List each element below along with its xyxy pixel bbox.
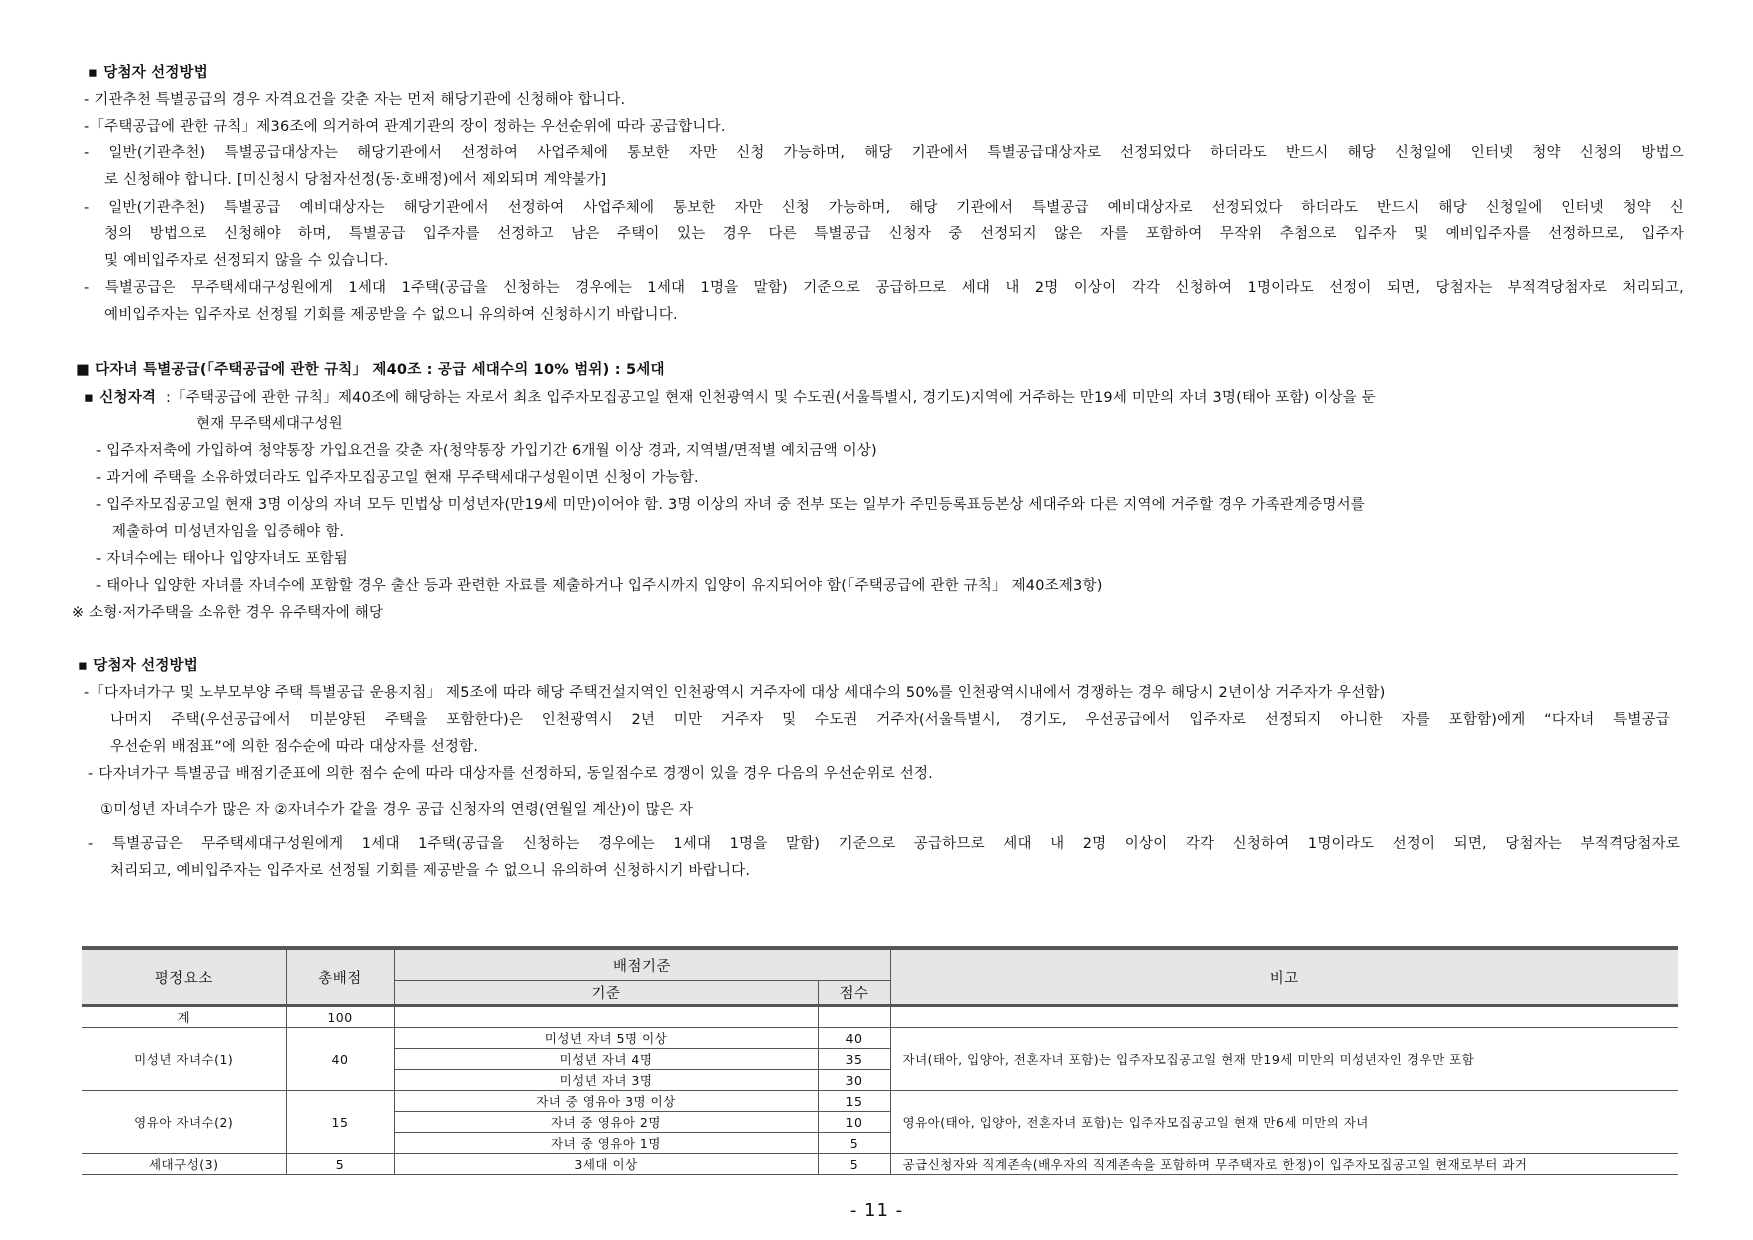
section2-line: - 자녀수에는 태아나 입양자녀도 포함됨 [96,551,348,567]
section2-line: 제출하여 미성년자임을 입증해야 함. [112,524,345,540]
section1-line: 로 신청해야 합니다. [미신청시 당첨자선정(동·호배정)에서 제외되며 계약불가] [104,172,607,188]
header-score: 점수 [818,981,890,1006]
score-cell: 5 [818,1133,890,1154]
header-basis: 기준 [394,981,818,1006]
section2-line: - 태아나 입양한 자녀를 자녀수에 포함할 경우 출산 등과 관련한 자료를 제출하거나 입주시까지 입양이 유지되어야 함(「주택공급에 관한 규칙」 제40조제3항) [96,578,1103,594]
total-cell: 5 [286,1154,394,1175]
score-table [82,946,1678,1175]
section3-line: 처리되고, 예비입주자는 입주자로 선정될 기회를 제공받을 수 없으니 유의하여 신청하시기 바랍니다. [110,863,751,879]
table-row [82,1154,1678,1175]
section1-line: -「주택공급에 관한 규칙」제36조에 의거하여 관계기관의 장이 정하는 우선순위에 따라 공급합니다. [84,119,726,135]
section2-note: ※ 소형·저가주택을 소유한 경우 유주택자에 해당 [72,605,384,621]
section1-line: - 일반(기관추천) 특별공급 예비대상자는 해당기관에서 선정하여 사업주체에 통보한 자만 신청 가능하며, 해당 기관에서 특별공급 예비대상자로 선정되었다 하더라도 반드시 해당 신청일에 인터넷 청약 신 [84,200,1684,216]
section2-line: - 과거에 주택을 소유하였더라도 입주자모집공고일 현재 무주택세대구성원이면 신청이 가능함. [96,470,699,486]
qualification-text: :「주택공급에 관한 규칙」제40조에 해당하는 자로서 최초 입주자모집공고일 현재 인천광역시 및 수도권(서울특별시, 경기도)지역에 거주하는 만19세 미만의 자녀 3명(태아 포함) 이상을 둔 [166,390,1376,406]
section2-line: - 입주자모집공고일 현재 3명 이상의 자녀 모두 민법상 미성년자(만19세 미만)이어야 함. 3명 이상의 자녀 중 전부 또는 일부가 주민등록표등본상 세대주와 다른 지역에 거주할 경우 가족관계증명서를 [96,497,1366,513]
score-cell: 35 [818,1049,890,1070]
remark-cell: 영유아(태아, 입양아, 전혼자녀 포함)는 입주자모집공고일 현재 만6세 미만의 자녀 [890,1091,1678,1154]
section1-line: 예비입주자는 입주자로 선정될 기회를 제공받을 수 없으니 유의하여 신청하시기 바랍니다. [104,307,678,323]
section1-line: - 일반(기관추천) 특별공급대상자는 해당기관에서 선정하여 사업주체에 통보한 자만 신청 가능하며, 해당 기관에서 특별공급대상자로 선정되었다 하더라도 반드시 해당 신청일에 인터넷 청약 신청의 방법으 [84,145,1684,161]
factor-cell: 세대구성(3) [82,1154,286,1175]
section3-line: - 특별공급은 무주택세대구성원에게 1세대 1주택(공급을 신청하는 경우에는 1세대 1명을 말함) 기준으로 공급하므로 세대 내 2명 이상이 각각 신청하여 1명이라도 선정이 되면, 당첨자는 부적격당첨자로 [88,836,1680,852]
header-remark: 비고 [890,948,1678,1006]
factor-cell: 미성년 자녀수(1) [82,1028,286,1091]
basis-cell: 미성년 자녀 5명 이상 [394,1028,818,1049]
sum-label: 계 [82,1006,286,1028]
section3-line: 나머지 주택(우선공급에서 미분양된 주택을 포함한다)은 인천광역시 2년 미만 거주자 및 수도권 거주자(서울특별시, 경기도, 우선공급에서 입주자로 선정되지 아니한 자를 포함함)에게 “다자녀 특별공급 [110,712,1670,728]
header-total: 총배점 [286,948,394,1006]
remark-cell: 자녀(태아, 입양아, 전혼자녀 포함)는 입주자모집공고일 현재 만19세 미만의 미성년자인 경우만 포함 [890,1028,1678,1091]
total-cell: 15 [286,1091,394,1154]
basis-cell: 미성년 자녀 4명 [394,1049,818,1070]
section3-line: - 다자녀가구 특별공급 배점기준표에 의한 점수 순에 따라 대상자를 선정하되, 동일점수로 경쟁이 있을 경우 다음의 우선순위로 선정. [88,766,933,782]
section2-line: - 입주자저축에 가입하여 청약통장 가입요건을 갖춘 자(청약통장 가입기간 6개월 이상 경과, 지역별/면적별 예치금액 이상) [96,443,877,459]
score-cell: 5 [818,1154,890,1175]
table-row [82,1006,1678,1028]
section3-line: ①미성년 자녀수가 많은 자 ②자녀수가 같을 경우 공급 신청자의 연령(연월일 계산)이 많은 자 [100,802,694,818]
score-cell: 30 [818,1070,890,1091]
remark-cell: 공급신청자와 직계존속(배우자의 직계존속을 포함하며 무주택자로 한정)이 입주자모집공고일 현재로부터 과거 [890,1154,1678,1175]
qualification-label: ▪ 신청자격 [84,390,157,406]
section1-line: 및 예비입주자로 선정되지 않을 수 있습니다. [104,253,389,269]
score-cell: 40 [818,1028,890,1049]
score-cell: 15 [818,1091,890,1112]
section3-line: 우선순위 배점표”에 의한 점수순에 따라 대상자를 선정함. [110,739,479,755]
section1-line: - 특별공급은 무주택세대구성원에게 1세대 1주택(공급을 신청하는 경우에는 1세대 1명을 말함) 기준으로 공급하므로 세대 내 2명 이상이 각각 신청하여 1명이라도 선정이 되면, 당첨자는 부적격당첨자로 처리되고, [84,280,1684,296]
factor-cell: 영유아 자녀수(2) [82,1091,286,1154]
section2-heading: ■ 다자녀 특별공급(「주택공급에 관한 규칙」 제40조 : 공급 세대수의 10% 범위) : 5세대 [76,362,665,378]
basis-cell: 자녀 중 영유아 3명 이상 [394,1091,818,1112]
qualification-text: 현재 무주택세대구성원 [196,416,343,432]
sum-total: 100 [286,1006,394,1028]
section3-heading: ▪ 당첨자 선정방법 [78,658,198,674]
section1-line: - 기관추천 특별공급의 경우 자격요건을 갖춘 자는 먼저 해당기관에 신청해야 합니다. [84,92,626,108]
score-cell: 10 [818,1112,890,1133]
header-factor: 평정요소 [82,948,286,1006]
total-cell: 40 [286,1028,394,1091]
section1-line: 청의 방법으로 신청해야 하며, 특별공급 입주자를 선정하고 남은 주택이 있는 경우 다른 특별공급 신청자 중 선정되지 않은 자를 포함하여 무작위 추첨으로 입주자 및 예비입주자를 선정하므로, 입주자 [104,226,1684,242]
basis-cell: 미성년 자녀 3명 [394,1070,818,1091]
table-row [82,1028,1678,1049]
page-number: - 11 - [849,1200,904,1221]
header-criteria: 배점기준 [394,948,890,981]
basis-cell: 자녀 중 영유아 2명 [394,1112,818,1133]
basis-cell: 자녀 중 영유아 1명 [394,1133,818,1154]
basis-cell: 3세대 이상 [394,1154,818,1175]
section3-line: -「다자녀가구 및 노부모부양 주택 특별공급 운용지침」 제5조에 따라 해당 주택건설지역인 인천광역시 거주자에 대상 세대수의 50%를 인천광역시내에서 경쟁하는 경우 해당시 2년이상 거주자가 우선함) [84,685,1386,701]
table-row [82,1091,1678,1112]
section1-heading: ▪ 당첨자 선정방법 [88,65,208,81]
